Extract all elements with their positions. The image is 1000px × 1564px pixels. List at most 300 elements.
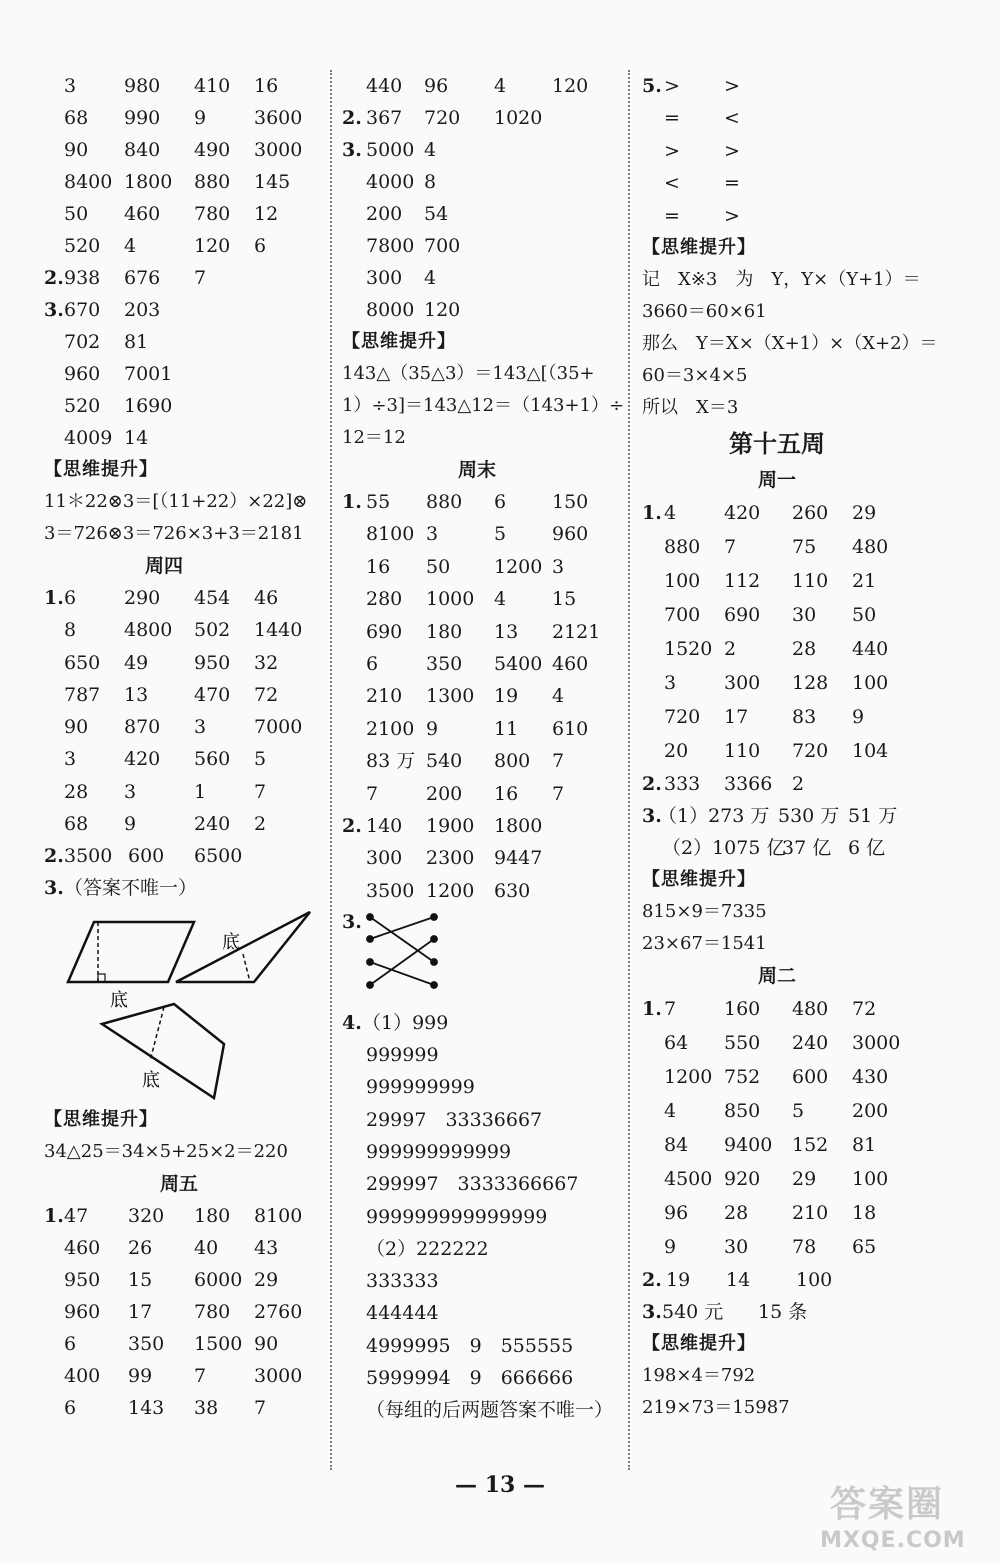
answer-value: 14 bbox=[726, 1268, 751, 1291]
answer-value: 90 bbox=[254, 1333, 279, 1356]
answer-value: 1300 bbox=[426, 685, 475, 708]
answer-value: 670 bbox=[64, 299, 101, 321]
answer-row bbox=[342, 262, 622, 294]
answer-value: 870 bbox=[124, 716, 161, 739]
answer-value: 75 bbox=[792, 535, 817, 558]
answer-value: 37 亿 bbox=[782, 836, 832, 859]
answer-value: 540 元 bbox=[662, 1300, 724, 1323]
item-number: 2. bbox=[342, 814, 362, 837]
answer-value: 96 bbox=[664, 1201, 689, 1224]
answer-row bbox=[342, 875, 622, 907]
answer-value: 676 bbox=[124, 267, 161, 289]
answer-row bbox=[642, 564, 962, 598]
answer-value: 333 bbox=[664, 772, 701, 795]
answer-value: 690 bbox=[366, 620, 403, 643]
column-3 bbox=[642, 70, 962, 1424]
answer-value: = bbox=[664, 204, 680, 227]
answer-value: 1800 bbox=[494, 814, 543, 837]
answer-value: 200 bbox=[366, 203, 403, 225]
answer-value: 4800 bbox=[124, 619, 173, 642]
watermark-url: MXQE.COM bbox=[820, 1528, 966, 1553]
answer-value: 3000 bbox=[254, 1365, 303, 1388]
answer-line bbox=[342, 1394, 622, 1426]
answer-value: 6 亿 bbox=[848, 836, 886, 859]
item-number: 1. bbox=[44, 587, 64, 609]
answer-value: 9 bbox=[124, 813, 137, 836]
answer-value: 7 bbox=[664, 997, 677, 1020]
answer-value: 3 bbox=[64, 748, 77, 771]
answer-value: 630 bbox=[494, 879, 531, 902]
item-number: 3. bbox=[642, 1300, 662, 1323]
answer-value: 600 bbox=[128, 845, 165, 868]
item-number: 1. bbox=[642, 997, 662, 1020]
answer-grid bbox=[44, 294, 324, 454]
answer-value: 120 bbox=[552, 75, 589, 97]
answer-value: 290 bbox=[124, 587, 161, 609]
answer-value: 7800 bbox=[366, 235, 415, 257]
answer-value: 21 bbox=[852, 569, 877, 592]
answer-row bbox=[342, 778, 622, 810]
answer-value: 46 bbox=[254, 587, 279, 609]
answer-value: 880 bbox=[664, 535, 701, 558]
answer-value: 6 bbox=[494, 491, 507, 513]
answer-value: 81 bbox=[124, 331, 149, 353]
answer-value: 650 bbox=[64, 651, 101, 674]
answer-value: 7 bbox=[552, 782, 565, 805]
answer-line bbox=[342, 1297, 622, 1329]
answer-value: 8 bbox=[64, 619, 77, 642]
answer-row bbox=[342, 518, 622, 550]
answer-value: 1440 bbox=[254, 619, 303, 642]
answer-value: 180 bbox=[194, 1205, 231, 1228]
answer-value: 520 bbox=[64, 235, 101, 257]
answer-value: 333333 bbox=[366, 1270, 439, 1293]
answer-row bbox=[342, 230, 622, 262]
answer-row bbox=[342, 70, 622, 102]
answer-value: 3 bbox=[124, 780, 137, 803]
answer-row bbox=[642, 1230, 962, 1264]
answer-row bbox=[44, 390, 324, 422]
answer-value: 240 bbox=[194, 813, 231, 836]
height-dashed-line bbox=[150, 1007, 164, 1061]
answer-value: 8100 bbox=[254, 1205, 303, 1228]
answer-value: 2121 bbox=[552, 620, 601, 643]
item-number: 5. bbox=[642, 75, 662, 97]
answer-value: 14 bbox=[124, 427, 149, 449]
answer-value: 7 bbox=[366, 782, 379, 805]
answer-value: 112 bbox=[724, 569, 761, 592]
answer-value: 210 bbox=[366, 685, 403, 708]
answer-value: 54 bbox=[424, 203, 449, 225]
answer-value: 5400 bbox=[494, 652, 543, 675]
answer-value: 16 bbox=[254, 75, 279, 97]
answer-value: 8 bbox=[424, 171, 437, 193]
answer-value: 143 bbox=[128, 1397, 165, 1420]
answer-value: 12 bbox=[254, 203, 279, 225]
answer-row bbox=[44, 1360, 324, 1392]
answer-list bbox=[342, 1039, 622, 1427]
answer-value: 49 bbox=[124, 651, 149, 674]
answer-row bbox=[44, 422, 324, 454]
answer-value: 4 bbox=[124, 235, 137, 257]
answer-row bbox=[44, 294, 324, 326]
answer-value: > bbox=[664, 75, 680, 97]
answer-value: 4 bbox=[664, 501, 677, 524]
answer-value: 700 bbox=[424, 235, 461, 257]
section-heading-tue: 周二 bbox=[757, 964, 796, 987]
answer-value: < bbox=[664, 172, 680, 195]
answer-value: 260 bbox=[792, 501, 829, 524]
answer-row bbox=[44, 1296, 324, 1328]
item-number: 2. bbox=[642, 772, 662, 795]
answer-row bbox=[642, 768, 962, 800]
answer-row bbox=[642, 530, 962, 564]
answer-value: 300 bbox=[366, 267, 403, 289]
answer-value: 78 bbox=[792, 1235, 817, 1258]
answer-value: 19 bbox=[666, 1268, 691, 1291]
item-number: 2. bbox=[642, 1268, 662, 1291]
answer-value: 72 bbox=[254, 683, 279, 706]
answer-row bbox=[342, 198, 622, 230]
answer-value: 16 bbox=[494, 782, 519, 805]
answer-row bbox=[642, 1026, 962, 1060]
thinking-tag: 【思维提升】 bbox=[642, 1332, 756, 1354]
answer-grid bbox=[44, 1200, 324, 1424]
answer-row bbox=[44, 1232, 324, 1264]
answer-grid bbox=[642, 496, 962, 768]
answer-line bbox=[342, 1104, 622, 1136]
answer-value: 7 bbox=[724, 535, 737, 558]
answer-value: 1200 bbox=[664, 1065, 713, 1088]
answer-value: 200 bbox=[426, 782, 463, 805]
answer-row bbox=[44, 1392, 324, 1424]
answer-value: 1500 bbox=[194, 1333, 243, 1356]
answer-value: 240 bbox=[792, 1031, 829, 1054]
answer-value: 6000 bbox=[194, 1269, 243, 1292]
answer-value: 29 bbox=[792, 1167, 817, 1190]
answer-value: 420 bbox=[724, 501, 761, 524]
answer-value: 100 bbox=[852, 1167, 889, 1190]
answer-value: 90 bbox=[64, 716, 89, 739]
answer-value: 50 bbox=[426, 555, 451, 578]
answer-row bbox=[642, 1128, 962, 1162]
answer-value: 880 bbox=[426, 491, 463, 513]
answer-grid bbox=[642, 992, 962, 1264]
answer-value: 7 bbox=[254, 1397, 267, 1420]
answer-value: 600 bbox=[792, 1065, 829, 1088]
answer-row bbox=[642, 700, 962, 734]
answer-line bbox=[342, 1362, 622, 1394]
answer-value: 4 bbox=[494, 588, 507, 611]
solution-line: 815×9＝7335 bbox=[642, 900, 767, 922]
answer-value: 880 bbox=[194, 171, 231, 193]
answer-value: 4 bbox=[424, 139, 437, 161]
answer-value: 1520 bbox=[664, 637, 713, 660]
solution-line: 11＊22⊗3＝[（11+22）×22]⊗ bbox=[44, 491, 308, 512]
answer-value: 700 bbox=[664, 603, 701, 626]
answer-value: 3500 bbox=[64, 845, 113, 868]
answer-value: 83 万 bbox=[366, 750, 416, 773]
answer-value: 6 bbox=[64, 1397, 77, 1420]
answer-value: 3 bbox=[426, 523, 439, 546]
answer-value: 690 bbox=[724, 603, 761, 626]
answer-value: 502 bbox=[194, 619, 231, 642]
answer-value: 9447 bbox=[494, 847, 543, 870]
answer-value: 29 bbox=[852, 501, 877, 524]
answer-value: 3 bbox=[194, 716, 207, 739]
answer-value: 50 bbox=[852, 603, 877, 626]
answer-value: 29 bbox=[254, 1269, 279, 1292]
section-heading-weekend: 周末 bbox=[457, 459, 496, 481]
answer-value: 15 条 bbox=[758, 1300, 808, 1323]
answer-value: 1900 bbox=[426, 814, 475, 837]
answer-value: 470 bbox=[194, 683, 231, 706]
answer-value: 460 bbox=[552, 652, 589, 675]
solution-line: 60＝3×4×5 bbox=[642, 364, 748, 386]
answer-value: 4500 bbox=[664, 1167, 713, 1190]
answer-value: 200 bbox=[852, 1099, 889, 1122]
answer-row bbox=[44, 262, 324, 294]
answer-row bbox=[44, 1328, 324, 1360]
answer-row bbox=[342, 842, 622, 874]
answer-line bbox=[342, 1330, 622, 1362]
answer-value: 2300 bbox=[426, 847, 475, 870]
answer-row bbox=[342, 713, 622, 745]
answer-row bbox=[642, 832, 962, 864]
answer-row bbox=[642, 1196, 962, 1230]
answer-value: 480 bbox=[852, 535, 889, 558]
solution-line: 3＝726⊗3＝726×3+3＝2181 bbox=[44, 523, 304, 544]
item-number: 3. bbox=[44, 299, 64, 321]
answer-value: 950 bbox=[194, 651, 231, 674]
answer-value: 15 bbox=[552, 588, 577, 611]
answer-value: 5999994 9 666666 bbox=[366, 1367, 574, 1390]
answer-value: 7001 bbox=[124, 363, 173, 385]
answer-value: 6 bbox=[254, 235, 267, 257]
answer-row bbox=[642, 496, 962, 530]
answer-value: 999999999999 bbox=[366, 1140, 512, 1163]
answer-value: 110 bbox=[792, 569, 829, 592]
answer-row bbox=[342, 745, 622, 777]
solution-line: 那么 Y＝X×（X+1）×（X+2）＝ bbox=[642, 332, 938, 354]
answer-value: 9 bbox=[426, 717, 439, 740]
item-number: 2. bbox=[44, 267, 64, 289]
answer-value: 560 bbox=[194, 748, 231, 771]
answer-row bbox=[44, 872, 324, 904]
answer-value: 5 bbox=[254, 748, 267, 771]
answer-line bbox=[342, 1039, 622, 1071]
answer-value: 999999999999999 bbox=[366, 1205, 548, 1228]
solution-line: 3660＝60×61 bbox=[642, 300, 767, 322]
answer-value: 11 bbox=[494, 717, 519, 740]
answer-value: 38 bbox=[194, 1397, 219, 1420]
answer-value: 960 bbox=[552, 523, 589, 546]
answer-value: 2100 bbox=[366, 717, 415, 740]
answer-line bbox=[342, 1136, 622, 1168]
answer-value: 110 bbox=[724, 739, 761, 762]
item-number: 4. bbox=[342, 1012, 362, 1035]
answer-value: 140 bbox=[366, 814, 403, 837]
solution-line: 23×67＝1541 bbox=[642, 932, 767, 954]
answer-value: > bbox=[664, 139, 680, 162]
answer-value: 540 bbox=[426, 750, 463, 773]
answer-row bbox=[44, 711, 324, 743]
answer-row bbox=[642, 1264, 962, 1296]
answer-line bbox=[342, 1233, 622, 1265]
solution-line: 198×4＝792 bbox=[642, 1364, 756, 1386]
answer-value: 720 bbox=[664, 705, 701, 728]
answer-value: 50 bbox=[64, 203, 89, 225]
answer-value: 5 bbox=[494, 523, 507, 546]
answer-value: 120 bbox=[194, 235, 231, 257]
answer-row bbox=[342, 1007, 622, 1039]
answer-value: 4009 bbox=[64, 427, 113, 449]
answer-value: 410 bbox=[194, 75, 231, 97]
answer-line bbox=[342, 1265, 622, 1297]
answer-value: 18 bbox=[852, 1201, 877, 1224]
answer-row bbox=[44, 679, 324, 711]
answer-value: 68 bbox=[64, 107, 89, 129]
answer-value: （1）273 万 bbox=[658, 804, 770, 827]
answer-value: 8400 bbox=[64, 171, 113, 193]
geometry-figure bbox=[44, 904, 324, 1104]
solution-line: 记 X※3 为 Y，Y×（Y+1）＝ bbox=[642, 268, 921, 290]
answer-value: 480 bbox=[792, 997, 829, 1020]
answer-value: 28 bbox=[792, 637, 817, 660]
thinking-tag: 【思维提升】 bbox=[44, 1109, 158, 1131]
answer-value: 28 bbox=[724, 1201, 749, 1224]
answer-grid bbox=[342, 810, 622, 907]
answer-value: 920 bbox=[724, 1167, 761, 1190]
answer-row bbox=[642, 734, 962, 768]
answer-value: 999999999 bbox=[366, 1076, 475, 1099]
item-number: 2. bbox=[342, 107, 362, 129]
answer-row bbox=[642, 1162, 962, 1196]
answer-row bbox=[342, 134, 622, 166]
answer-row bbox=[342, 810, 622, 842]
answer-value: 440 bbox=[366, 75, 403, 97]
answer-value: 367 bbox=[366, 107, 403, 129]
answer-row bbox=[642, 200, 962, 232]
answer-value: 950 bbox=[64, 1269, 101, 1292]
answer-value: 5 bbox=[792, 1099, 805, 1122]
section-heading-fri: 周五 bbox=[159, 1173, 198, 1196]
answer-row bbox=[342, 648, 622, 680]
item-number: 3. bbox=[342, 911, 362, 934]
answer-value: 26 bbox=[128, 1237, 153, 1260]
answer-row bbox=[44, 134, 324, 166]
solution-line: 143△（35△3）＝143△[（35+ bbox=[342, 363, 595, 384]
answer-value: （2）1075 亿 bbox=[662, 836, 786, 859]
base-label: 底 bbox=[142, 1070, 160, 1092]
watermark-text: 答案圈 bbox=[830, 1484, 945, 1525]
answer-value: 210 bbox=[792, 1201, 829, 1224]
column-divider-1 bbox=[330, 70, 332, 1470]
solution-line: 219×73＝15987 bbox=[642, 1396, 790, 1418]
answer-value: 65 bbox=[852, 1235, 877, 1258]
answer-value: 55 bbox=[366, 491, 391, 513]
answer-value: 5000 bbox=[366, 139, 415, 161]
answer-value: 8000 bbox=[366, 299, 415, 321]
thinking-tag: 【思维提升】 bbox=[44, 459, 158, 480]
answer-value: 2 bbox=[724, 637, 737, 660]
matching-figure bbox=[342, 907, 622, 1007]
matching-lines bbox=[360, 907, 480, 1007]
answer-value: 530 万 bbox=[778, 804, 840, 827]
answer-value: 104 bbox=[852, 739, 889, 762]
answer-value: 520 bbox=[64, 395, 101, 417]
answer-value: 1 bbox=[194, 780, 207, 803]
answer-value: 99 bbox=[128, 1365, 153, 1388]
answer-row bbox=[342, 616, 622, 648]
answer-value: 787 bbox=[64, 683, 101, 706]
answer-value: 32 bbox=[254, 651, 279, 674]
answer-value: = bbox=[724, 172, 740, 195]
answer-row bbox=[642, 1060, 962, 1094]
answer-value: 980 bbox=[124, 75, 161, 97]
answer-value: 780 bbox=[194, 203, 231, 225]
answer-value: 7 bbox=[194, 1365, 207, 1388]
answer-value: 7000 bbox=[254, 716, 303, 739]
answer-value: 9 bbox=[194, 107, 207, 129]
answer-value: 1800 bbox=[124, 171, 173, 193]
answer-value: 1000 bbox=[426, 588, 475, 611]
answer-value: 16 bbox=[366, 555, 391, 578]
answer-grid bbox=[342, 486, 622, 810]
answer-value: 180 bbox=[426, 620, 463, 643]
answer-value: 3 bbox=[552, 555, 565, 578]
answer-value: 1200 bbox=[494, 555, 543, 578]
answer-value: > bbox=[724, 75, 740, 97]
answer-value: 990 bbox=[124, 107, 161, 129]
answer-row bbox=[44, 198, 324, 230]
item-number: 1. bbox=[642, 501, 662, 524]
answer-grid bbox=[44, 70, 324, 262]
answer-value: 8100 bbox=[366, 523, 415, 546]
answer-row bbox=[44, 70, 324, 102]
answer-row bbox=[342, 583, 622, 615]
answer-value: 720 bbox=[792, 739, 829, 762]
answer-value: 420 bbox=[124, 748, 161, 771]
answer-value: < bbox=[724, 107, 740, 130]
answer-value: 30 bbox=[724, 1235, 749, 1258]
answer-value: 2 bbox=[792, 772, 805, 795]
answer-row bbox=[642, 135, 962, 167]
answer-value: 850 bbox=[724, 1099, 761, 1122]
answer-row bbox=[642, 70, 962, 102]
answer-value: 9400 bbox=[724, 1133, 773, 1156]
answer-value: 96 bbox=[424, 75, 449, 97]
answer-value: 17 bbox=[128, 1301, 153, 1324]
answer-value: 440 bbox=[852, 637, 889, 660]
item-number: 3. bbox=[642, 804, 662, 827]
answer-row bbox=[642, 102, 962, 134]
answer-value: > bbox=[724, 139, 740, 162]
answer-row bbox=[44, 614, 324, 646]
answer-value: 752 bbox=[724, 1065, 761, 1088]
answer-row bbox=[642, 1094, 962, 1128]
answer-value: 19 bbox=[494, 685, 519, 708]
answer-value: 160 bbox=[724, 997, 761, 1020]
answer-value: 454 bbox=[194, 587, 231, 609]
answer-row bbox=[44, 230, 324, 262]
solution-line: 12＝12 bbox=[342, 427, 406, 448]
answer-value: 400 bbox=[64, 1365, 101, 1388]
answer-value: 68 bbox=[64, 813, 89, 836]
answer-value: 1200 bbox=[426, 879, 475, 902]
answer-row bbox=[642, 800, 962, 832]
answer-value: 800 bbox=[494, 750, 531, 773]
